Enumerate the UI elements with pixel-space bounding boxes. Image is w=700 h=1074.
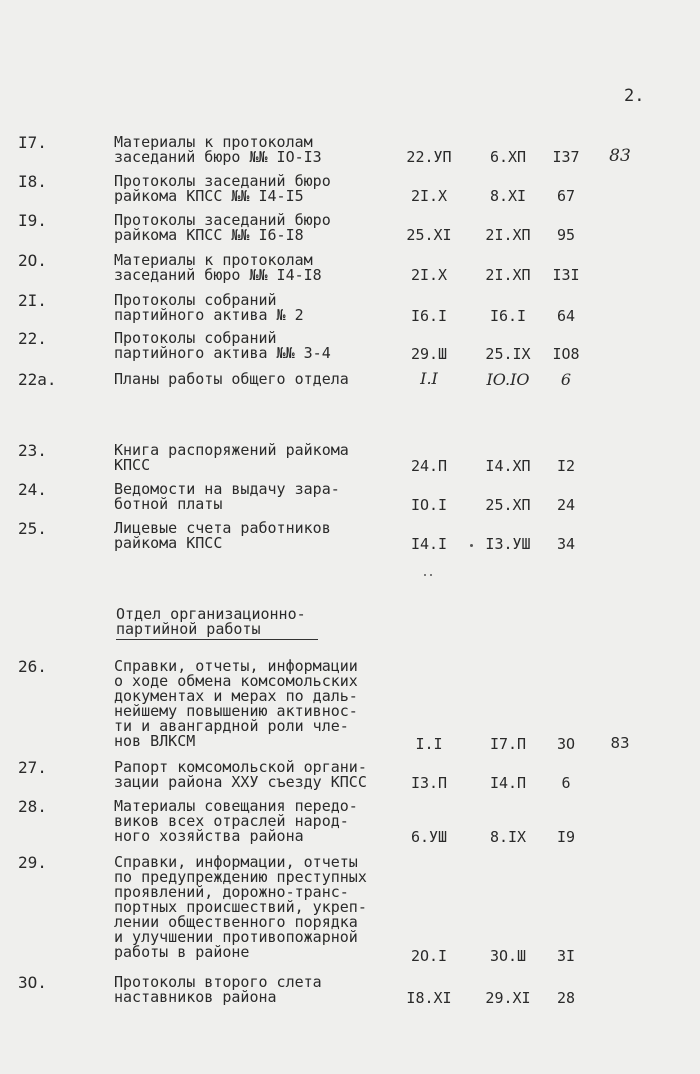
- entry-number: 22.: [18, 329, 47, 348]
- entry-start-date: I4.I: [410, 535, 448, 553]
- ink-speck: [430, 574, 432, 576]
- entry-start-date: 2I.X: [410, 187, 448, 205]
- entry-end-date: 2I.ХП: [485, 266, 531, 284]
- entry-sheet-count: 67: [556, 187, 576, 205]
- entry-sheet-count: 6: [561, 774, 571, 792]
- entry-number: 2O.: [18, 251, 47, 270]
- entry-end-date: 8.IX: [489, 828, 527, 846]
- entry-end-date: I4.П: [489, 774, 527, 792]
- entry-title: Протоколы второго слета наставников района: [114, 973, 322, 1006]
- entry-number: 2I.: [18, 291, 47, 310]
- entry-start-date: 6.УШ: [410, 828, 448, 846]
- entry-start-date: I3.П: [410, 774, 448, 792]
- entry-start-date: I.I: [415, 735, 443, 753]
- entry-end-date: I6.I: [489, 307, 527, 325]
- entry-start-date: IO.I: [410, 496, 448, 514]
- entry-title: Ведомости на выдачу зара- ботной платы: [114, 480, 340, 513]
- entry-start-date: 2I.X: [410, 266, 448, 284]
- entry-number: 23.: [18, 441, 47, 460]
- entry-sheet-count: 24: [556, 496, 576, 514]
- entry-sheet-count: I37: [552, 148, 580, 166]
- entry-start-date: 29.Ш: [410, 345, 448, 363]
- entry-title: Материалы совещания передо- виков всех отраслей народ- ного хозяйства района: [114, 797, 358, 845]
- entry-title: Справки, информации, отчеты по предупреждению преступных проявлений, дорожно-транс- портных происшествий, укреп- лении общественного порядка и улучшении противопожарной работы в районе: [114, 853, 367, 961]
- section-underline: [116, 639, 318, 640]
- entry-end-date: 29.XI: [485, 989, 531, 1007]
- entry-sheet-count: 6: [560, 370, 572, 389]
- entry-number: 3O.: [18, 973, 47, 992]
- ink-speck: [470, 544, 473, 547]
- entry-title: Протоколы собраний партийного актива №№ 3-4: [114, 329, 331, 362]
- entry-title: Рапорт комсомольской органи- зации района ХХУ съезду КПСС: [114, 758, 367, 791]
- entry-title: Протоколы собраний партийного актива № 2: [114, 291, 304, 324]
- entry-title: Материалы к протоколам заседаний бюро №№ I4-I8: [114, 251, 322, 284]
- entry-end-date: 6.ХП: [489, 148, 527, 166]
- entry-number: 25.: [18, 519, 47, 538]
- entry-end-date: I4.ХП: [485, 457, 531, 475]
- entry-number: 28.: [18, 797, 47, 816]
- entry-end-date: 8.XI: [489, 187, 527, 205]
- entry-sheet-count: I2: [556, 457, 576, 475]
- entry-sheet-count: IO8: [552, 345, 580, 363]
- entry-title: Книга распоряжений райкома КПСС: [114, 441, 349, 474]
- entry-end-date: I3.УШ: [485, 535, 531, 553]
- entry-title: Материалы к протоколам заседаний бюро №№ IO-I3: [114, 133, 322, 166]
- entry-sheet-count: I3I: [552, 266, 580, 284]
- entry-note: 83: [610, 734, 630, 752]
- entry-number: 27.: [18, 758, 47, 777]
- entry-number: I8.: [18, 172, 47, 191]
- entry-end-date: I7.П: [489, 735, 527, 753]
- entry-number: 24.: [18, 480, 47, 499]
- entry-end-date: 25.ХП: [485, 496, 531, 514]
- entry-number: I7.: [18, 133, 47, 152]
- entry-note: 83: [609, 146, 631, 166]
- entry-end-date: 2I.ХП: [485, 226, 531, 244]
- entry-sheet-count: 3I: [556, 947, 576, 965]
- page-number: 2.: [624, 86, 645, 106]
- entry-title: Справки, отчеты, информации о ходе обмена комсомольских документах и мерах по даль- нейшему повышению активнос- ти и авангардной роли чле- нов ВЛКСМ: [114, 657, 358, 750]
- entry-title: Лицевые счета работников райкома КПСС: [114, 519, 331, 552]
- section-heading: Отдел организационно- партийной работы: [116, 605, 306, 638]
- entry-title: Планы работы общего отдела: [114, 370, 349, 388]
- entry-start-date: I8.XI: [406, 989, 452, 1007]
- entry-start-date: 22.УП: [406, 148, 452, 166]
- entry-sheet-count: I9: [556, 828, 576, 846]
- entry-sheet-count: 3O: [556, 735, 576, 753]
- entry-end-date: 25.IX: [485, 345, 531, 363]
- entry-sheet-count: 28: [556, 989, 576, 1007]
- entry-number: 26.: [18, 657, 47, 676]
- entry-start-date: I6.I: [410, 307, 448, 325]
- ink-speck: [424, 574, 426, 576]
- entry-sheet-count: 64: [556, 307, 576, 325]
- entry-number: I9.: [18, 211, 47, 230]
- entry-number: 22а.: [18, 370, 57, 389]
- entry-start-date: 25.XI: [406, 226, 452, 244]
- entry-start-date: 2O.I: [410, 947, 448, 965]
- entry-title: Протоколы заседаний бюро райкома КПСС №№ I4-I5: [114, 172, 331, 205]
- entry-number: 29.: [18, 853, 47, 872]
- entry-title: Протоколы заседаний бюро райкома КПСС №№ I6-I8: [114, 211, 331, 244]
- entry-start-date: I.I: [420, 369, 438, 388]
- entry-end-date: IO.IO: [486, 370, 530, 389]
- entry-sheet-count: 34: [556, 535, 576, 553]
- entry-sheet-count: 95: [556, 226, 576, 244]
- entry-start-date: 24.П: [410, 457, 448, 475]
- entry-end-date: 3O.Ш: [489, 947, 527, 965]
